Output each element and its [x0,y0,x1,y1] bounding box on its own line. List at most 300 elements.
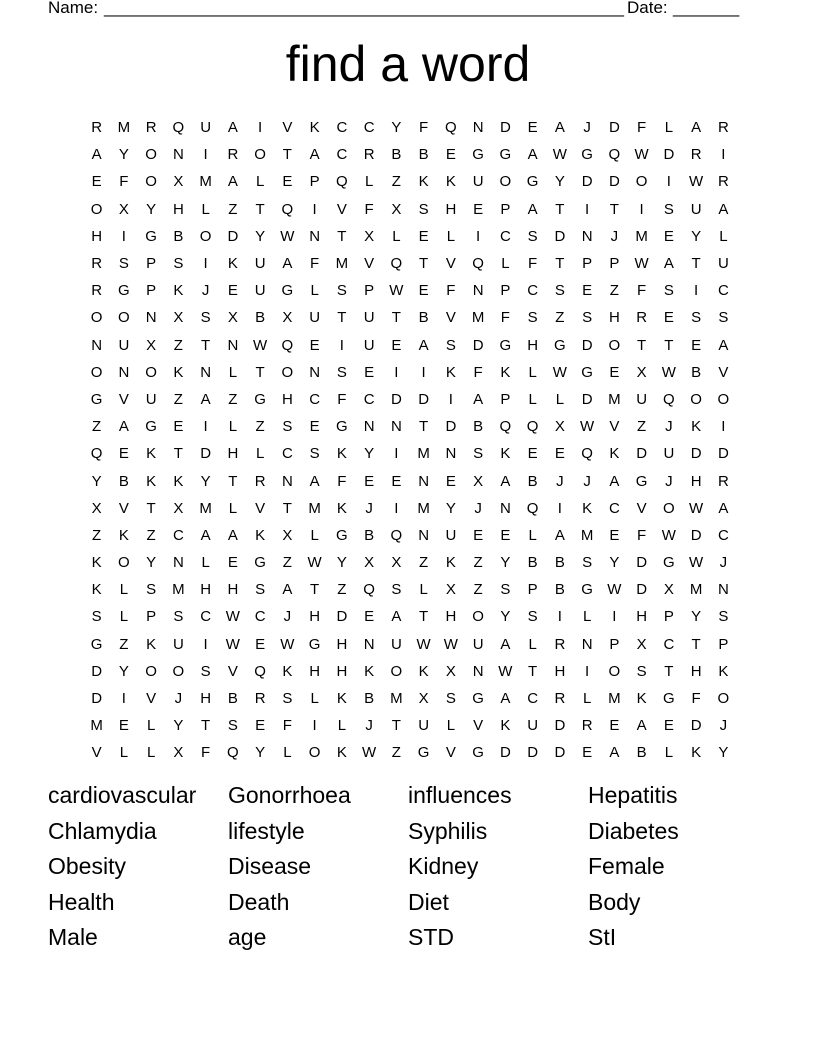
grid-letter: J [665,418,673,436]
grid-letter: D [554,227,566,245]
grid-row [83,549,737,576]
grid-letter: U [118,336,130,354]
grid-letter: L [528,390,537,408]
grid-letter: A [718,336,729,354]
grid-letter: B [554,581,565,599]
grid-letter: K [173,472,184,490]
grid-letter: X [173,499,184,517]
grid-letter: K [146,445,157,463]
grid-letter: S [718,608,729,626]
grid-letter: X [364,227,375,245]
grid-letter: Q [336,173,348,191]
grid-letter: X [146,336,157,354]
grid-letter: J [365,499,373,517]
grid-letter: O [172,662,185,680]
grid-letter: Z [419,554,429,572]
grid-letter: X [173,309,184,327]
grid-letter: A [391,608,402,626]
grid-letter: G [145,227,157,245]
grid-letter: R [227,146,239,164]
grid-letter: Z [282,554,292,572]
grid-letter: C [717,526,729,544]
grid-letter: S [282,690,293,708]
grid-letter: I [666,173,671,191]
grid-letter: L [310,282,319,300]
grid-letter: A [418,336,429,354]
grid-letter: M [199,173,212,191]
grid-letter: Y [255,227,266,245]
grid-letter: U [254,255,266,273]
grid-letter: I [339,336,344,354]
grid-letter: J [474,499,482,517]
grid-letter: D [499,744,511,762]
grid-letter: R [91,255,103,273]
grid-letter: U [254,282,266,300]
grid-letter: Q [526,418,539,436]
word-list-item: lifestyle [228,817,305,844]
grid-letter: N [717,581,729,599]
grid-letter: L [501,255,510,273]
grid-letter: N [145,309,157,327]
grid-letter: M [471,309,485,327]
grid-letter: J [610,227,619,245]
grid-letter: A [718,499,729,517]
grid-letter: J [283,608,292,626]
grid-letter: N [472,662,484,680]
grid-letter: O [145,173,157,191]
grid-letter: O [608,336,621,354]
grid-letter: M [580,526,594,544]
grid-letter: A [200,390,211,408]
grid-row [83,658,737,685]
grid-letter: R [717,472,729,490]
grid-letter: F [310,255,320,273]
grid-letter: G [499,146,512,164]
grid-letter: P [500,200,511,218]
grid-letter: A [91,146,102,164]
grid-letter: Y [691,608,702,626]
grid-letter: L [310,690,319,708]
grid-letter: B [418,309,429,327]
grid-letter: V [364,255,375,273]
grid-letter: Q [499,418,512,436]
grid-letter: G [254,390,266,408]
grid-letter: L [119,608,129,626]
grid-letter: B [391,146,402,164]
grid-row [83,277,737,304]
word-list-item: Chlamydia [48,817,157,844]
grid-letter: V [91,744,102,762]
grid-letter: B [527,472,538,490]
grid-letter: W [225,635,240,653]
grid-letter: O [608,662,621,680]
grid-letter: J [583,472,591,490]
grid-letter: P [146,608,157,626]
grid-letter: G [581,581,593,599]
grid-letter: S [445,690,456,708]
grid-letter: O [90,200,103,218]
grid-letter: K [691,418,702,436]
grid-letter: D [472,336,484,354]
grid-letter: W [280,227,295,245]
grid-letter: D [636,445,648,463]
grid-letter: Y [500,608,511,626]
grid-letter: T [228,472,238,490]
grid-letter: W [607,581,622,599]
grid-letter: B [364,526,375,544]
grid-letter: S [200,662,211,680]
grid-letter: L [146,744,156,762]
grid-letter: D [227,227,239,245]
grid-row [83,685,737,712]
grid-letter: K [718,662,729,680]
grid-letter: M [199,499,212,517]
grid-letter: A [309,146,320,164]
grid-letter: M [689,581,703,599]
grid-letter: E [118,445,129,463]
date-field-line: _______ [673,0,740,17]
grid-letter: W [689,499,704,517]
grid-letter: X [445,581,456,599]
grid-letter: A [554,119,565,137]
grid-letter: D [554,744,566,762]
grid-letter: L [392,227,401,245]
grid-letter: O [690,390,702,408]
grid-letter: L [255,445,265,463]
word-list-item: Syphilis [408,817,488,844]
grid-letter: R [254,472,266,490]
name-field-line: _______________________________________________________ [104,0,625,17]
grid-letter: R [145,119,157,137]
grid-letter: E [554,445,565,463]
grid-letter: I [312,717,317,735]
grid-letter: V [227,662,238,680]
grid-letter: T [310,581,320,599]
grid-letter: S [173,255,184,273]
grid-letter: W [661,526,676,544]
date-label: Date: [627,0,668,17]
grid-letter: S [527,227,538,245]
grid-letter: Y [554,173,565,191]
grid-letter: M [117,119,131,137]
grid-letter: K [173,282,184,300]
grid-letter: T [255,200,265,218]
grid-letter: E [445,472,456,490]
grid-letter: W [552,363,567,381]
grid-letter: B [364,690,375,708]
grid-letter: N [118,363,130,381]
grid-letter: O [254,146,266,164]
grid-letter: S [146,581,157,599]
grid-letter: A [527,146,538,164]
grid-letter: I [203,635,208,653]
grid-row [83,168,737,195]
grid-letter: K [227,255,238,273]
grid-letter: X [554,418,565,436]
grid-letter: Y [609,554,620,572]
grid-letter: S [582,554,593,572]
grid-letter: T [146,499,156,517]
grid-letter: N [200,363,212,381]
grid-letter: L [255,173,265,191]
grid-letter: U [172,635,184,653]
grid-letter: P [609,255,620,273]
grid-letter: I [394,445,399,463]
grid-letter: C [200,608,212,626]
grid-letter: M [390,690,403,708]
word-list-item: influences [408,782,512,808]
grid-letter: K [336,499,347,517]
grid-row [83,522,737,549]
grid-letter: U [309,309,321,327]
grid-letter: U [145,390,157,408]
grid-letter: C [254,608,266,626]
grid-letter: D [91,662,103,680]
grid-letter: W [552,146,567,164]
grid-letter: K [146,472,157,490]
grid-letter: N [418,526,430,544]
grid-letter: B [473,418,484,436]
word-list-item: Male [48,924,98,951]
grid-letter: X [418,690,429,708]
grid-letter: K [146,635,157,653]
grid-letter: N [499,499,511,517]
grid-letter: D [418,390,430,408]
grid-letter: V [609,418,620,436]
grid-letter: L [201,554,210,572]
letter-grid [83,114,737,767]
grid-letter: Q [472,255,484,273]
grid-letter: I [476,227,481,245]
grid-letter: Y [445,499,456,517]
grid-letter: H [227,581,239,599]
grid-letter: V [445,744,456,762]
grid-letter: E [691,336,702,354]
grid-row [83,359,737,386]
grid-letter: L [528,526,537,544]
grid-letter: T [201,336,211,354]
grid-letter: N [418,472,430,490]
grid-letter: K [364,662,375,680]
grid-letter: M [90,717,103,735]
grid-letter: E [527,119,538,137]
grid-letter: F [637,526,647,544]
grid-letter: K [500,717,511,735]
grid-letter: O [90,309,103,327]
grid-letter: R [554,635,566,653]
grid-letter: K [500,445,511,463]
grid-letter: E [118,717,129,735]
grid-letter: G [581,363,593,381]
grid-letter: T [419,608,429,626]
grid-letter: Z [146,526,156,544]
grid-letter: O [499,173,512,191]
grid-letter: N [363,635,375,653]
grid-letter: W [389,282,404,300]
grid-letter: J [556,472,564,490]
grid-letter: T [691,255,701,273]
grid-letter: I [585,662,590,680]
grid-letter: D [445,418,457,436]
word-list-item: StI [588,924,617,951]
grid-letter: E [91,173,102,191]
grid-letter: N [472,119,484,137]
grid-letter: F [500,309,510,327]
grid-letter: D [690,445,702,463]
grid-letter: S [336,282,347,300]
grid-letter: L [310,526,319,544]
grid-letter: S [718,309,729,327]
grid-letter: Z [173,336,183,354]
grid-letter: M [608,690,621,708]
grid-letter: I [585,200,590,218]
grid-letter: L [228,363,238,381]
grid-letter: L [528,363,537,381]
grid-row [83,114,737,141]
grid-letter: I [203,418,208,436]
grid-letter: U [472,173,484,191]
grid-letter: P [500,390,511,408]
grid-letter: I [694,282,699,300]
grid-letter: A [227,173,238,191]
grid-letter: D [717,445,729,463]
grid-letter: K [255,526,266,544]
grid-letter: A [282,255,293,273]
grid-letter: N [309,227,321,245]
grid-letter: Q [363,581,375,599]
grid-letter: W [689,554,704,572]
grid-letter: R [91,282,103,300]
grid-letter: V [336,200,347,218]
grid-letter: N [445,445,457,463]
grid-letter: A [554,526,565,544]
grid-letter: A [663,255,674,273]
grid-letter: E [609,526,620,544]
grid-letter: D [663,146,675,164]
grid-letter: B [527,554,538,572]
grid-letter: M [417,445,430,463]
grid-letter: X [227,309,238,327]
grid-letter: S [527,309,538,327]
grid-letter: W [580,418,595,436]
grid-letter: S [282,418,293,436]
grid-letter: D [636,554,648,572]
grid-letter: U [527,717,539,735]
grid-letter: H [554,662,566,680]
grid-letter: L [364,173,374,191]
grid-letter: N [472,282,484,300]
word-list-item: Diet [408,888,449,915]
grid-letter: A [500,690,511,708]
grid-letter: Y [91,472,102,490]
grid-letter: Y [500,554,511,572]
grid-letter: K [418,173,429,191]
grid-letter: Z [555,309,565,327]
grid-letter: F [637,282,647,300]
grid-letter: H [200,690,212,708]
grid-letter: V [445,255,456,273]
grid-letter: T [555,255,565,273]
grid-letter: C [363,390,375,408]
grid-row [83,467,737,494]
grid-letter: H [336,635,348,653]
grid-letter: E [391,472,402,490]
word-list [48,778,768,956]
grid-letter: T [419,255,429,273]
grid-letter: F [201,744,211,762]
grid-letter: J [583,119,591,137]
grid-letter: P [718,635,729,653]
grid-letter: T [555,200,565,218]
grid-letter: N [581,635,593,653]
word-list-item: Body [588,888,641,915]
grid-letter: W [634,146,649,164]
grid-letter: E [663,717,674,735]
grid-letter: E [609,363,620,381]
grid-row [83,250,737,277]
grid-letter: K [309,119,320,137]
grid-letter: X [173,744,184,762]
grid-letter: E [282,173,293,191]
grid-letter: L [201,200,210,218]
grid-letter: Z [391,744,401,762]
grid-letter: V [118,499,129,517]
grid-row [83,631,737,658]
grid-letter: H [336,662,348,680]
grid-letter: V [718,363,729,381]
grid-letter: S [500,581,511,599]
grid-row [83,413,737,440]
grid-letter: W [498,662,513,680]
grid-letter: O [145,662,157,680]
grid-row [83,440,737,467]
grid-letter: C [363,119,375,137]
grid-letter: E [364,472,375,490]
grid-letter: G [554,336,566,354]
grid-letter: A [609,744,620,762]
grid-letter: F [337,390,347,408]
grid-letter: T [282,146,292,164]
grid-row [83,712,737,739]
grid-letter: Z [609,282,619,300]
grid-letter: R [254,690,266,708]
grid-letter: E [364,363,375,381]
grid-letter: X [473,472,484,490]
grid-letter: S [391,581,402,599]
grid-letter: D [636,581,648,599]
grid-letter: Q [608,146,621,164]
grid-letter: S [582,309,593,327]
grid-letter: N [309,363,321,381]
grid-letter: F [446,282,456,300]
grid-letter: O [717,390,730,408]
grid-letter: J [365,717,373,735]
grid-letter: L [283,744,292,762]
grid-letter: E [255,717,266,735]
grid-letter: A [309,472,320,490]
grid-letter: W [253,336,268,354]
grid-letter: N [363,418,375,436]
grid-letter: L [582,690,592,708]
grid-letter: G [336,526,348,544]
grid-letter: Y [118,146,129,164]
grid-letter: K [336,690,347,708]
grid-letter: G [90,390,103,408]
grid-letter: C [499,227,511,245]
word-list-item: STD [408,924,454,951]
grid-letter: C [336,119,348,137]
grid-letter: A [691,119,702,137]
